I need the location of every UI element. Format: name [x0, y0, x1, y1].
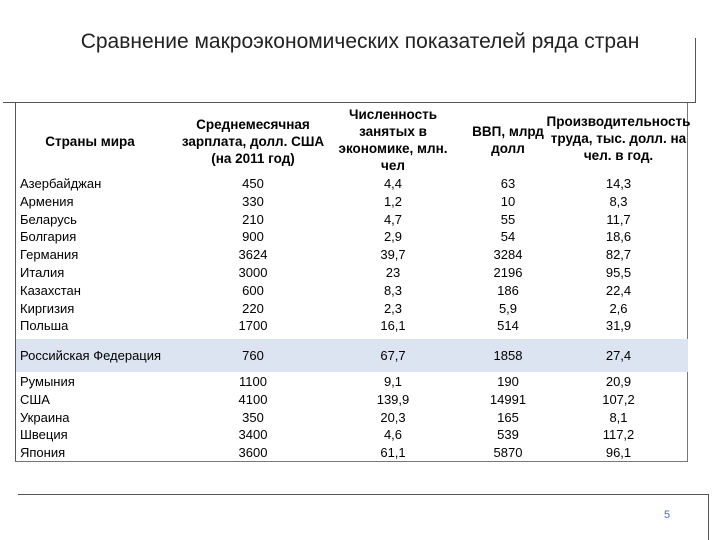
cell-employed: 20,3	[380, 409, 406, 425]
cell-productivity: 31,9	[605, 318, 632, 334]
cell-gdp: 514	[497, 318, 519, 334]
cell-gdp: 186	[497, 282, 519, 298]
cell-salary: 3000	[238, 265, 268, 280]
cell-gdp: 54	[500, 229, 516, 245]
cell-gdp: 14991	[489, 391, 527, 407]
header-gdp: ВВП, млрд долл	[472, 124, 544, 156]
page-number: 5	[664, 509, 671, 521]
header-employed: Численность занятых в экономике, млн. чел	[338, 107, 448, 173]
cell-employed: 1,2	[383, 193, 403, 209]
cell-gdp: 190	[497, 374, 519, 389]
cell-employed: 23	[385, 265, 401, 280]
cell-gdp: 63	[500, 176, 516, 191]
cell-country: Украина	[20, 409, 70, 425]
cell-salary: 600	[242, 282, 264, 298]
cell-gdp: 2196	[493, 265, 523, 280]
cell-employed: 67,7	[380, 348, 406, 363]
cell-productivity: 82,7	[605, 247, 632, 263]
cell-salary: 1700	[238, 318, 268, 334]
cell-gdp: 55	[500, 211, 516, 227]
cell-country: Германия	[20, 247, 79, 263]
cell-productivity: 96,1	[605, 445, 632, 461]
table-row	[16, 264, 688, 282]
header-country: Страны мира	[45, 133, 135, 149]
cell-gdp: 539	[497, 427, 519, 443]
cell-gdp: 5,9	[498, 300, 518, 316]
cell-employed: 139,9	[376, 391, 410, 407]
cell-gdp: 1858	[493, 348, 523, 363]
cell-country: Швеция	[20, 427, 68, 443]
cell-country: Армения	[20, 193, 74, 209]
table-row	[16, 300, 688, 318]
table-row-highlight	[16, 339, 688, 372]
cell-employed: 2,3	[383, 300, 403, 316]
table-row	[16, 426, 688, 444]
cell-productivity: 8,3	[609, 193, 628, 209]
cell-salary: 760	[242, 348, 264, 363]
cell-country: Киргизия	[20, 300, 75, 316]
cell-salary: 220	[242, 300, 264, 316]
table-row	[16, 409, 688, 427]
cell-productivity: 107,2	[602, 391, 635, 407]
cell-salary: 4100	[238, 391, 268, 407]
cell-country: Болгария	[20, 229, 77, 245]
cell-productivity: 20,9	[605, 374, 632, 389]
cell-gdp: 10	[500, 193, 516, 209]
cell-salary: 450	[242, 176, 264, 191]
cell-employed: 4,6	[383, 427, 403, 443]
header-salary: Среднемесячная зарплата, долл. США (на 2011 год)	[181, 116, 325, 166]
cell-employed: 4,7	[383, 211, 403, 227]
table-row	[16, 246, 688, 264]
cell-country: Япония	[20, 445, 66, 461]
cell-employed: 8,3	[383, 282, 403, 298]
cell-country: Румыния	[20, 374, 75, 389]
corner-rule	[708, 494, 709, 540]
cell-country: Польша	[20, 318, 69, 334]
cell-country: Италия	[20, 265, 65, 280]
cell-employed: 4,4	[383, 176, 403, 191]
table-row	[16, 317, 688, 335]
cell-country: Казахстан	[20, 282, 81, 298]
cell-gdp: 165	[497, 409, 519, 425]
cell-salary: 350	[242, 409, 264, 425]
cell-employed: 2,9	[383, 229, 403, 245]
cell-gdp: 5870	[493, 445, 523, 461]
cell-salary: 900	[242, 229, 264, 245]
cell-productivity: 2,6	[609, 300, 628, 316]
cell-country: Российская Федерация	[20, 348, 162, 363]
header-productivity: Производительность труда, тыс. долл. на чел. в год.	[546, 114, 691, 163]
right-rule	[695, 38, 696, 103]
table-row	[16, 175, 688, 193]
cell-employed: 16,1	[380, 318, 406, 334]
table-row	[16, 444, 688, 462]
cell-country: Азербайджан	[20, 176, 102, 191]
cell-gdp: 3284	[493, 247, 523, 263]
cell-salary: 330	[242, 193, 264, 209]
bottom-rule	[18, 494, 708, 495]
table-row	[16, 391, 688, 409]
cell-salary: 3624	[238, 247, 268, 263]
cell-country: Беларусь	[20, 211, 77, 227]
table-row	[16, 373, 688, 391]
cell-productivity: 18,6	[605, 229, 632, 245]
cell-productivity: 14,3	[605, 176, 632, 191]
cell-productivity: 22,4	[605, 282, 632, 298]
cell-productivity: 95,5	[605, 265, 632, 280]
cell-salary: 210	[242, 211, 264, 227]
table-row	[16, 228, 688, 246]
slide-title: Сравнение макроэкономических показателей ряда стран	[80, 30, 640, 53]
cell-employed: 61,1	[380, 445, 406, 461]
cell-productivity: 27,4	[605, 348, 632, 363]
cell-employed: 9,1	[383, 374, 403, 389]
table-row	[16, 193, 688, 211]
cell-productivity: 11,7	[606, 211, 631, 227]
table-row	[16, 211, 688, 229]
cell-country: США	[20, 391, 50, 407]
cell-salary: 3600	[238, 445, 268, 461]
cell-productivity: 117,2	[602, 427, 635, 443]
cell-employed: 39,7	[380, 247, 406, 263]
table-row	[16, 282, 688, 300]
cell-salary: 1100	[239, 374, 267, 389]
table-header-row	[16, 106, 691, 176]
cell-productivity: 8,1	[609, 409, 628, 425]
cell-salary: 3400	[238, 427, 268, 443]
